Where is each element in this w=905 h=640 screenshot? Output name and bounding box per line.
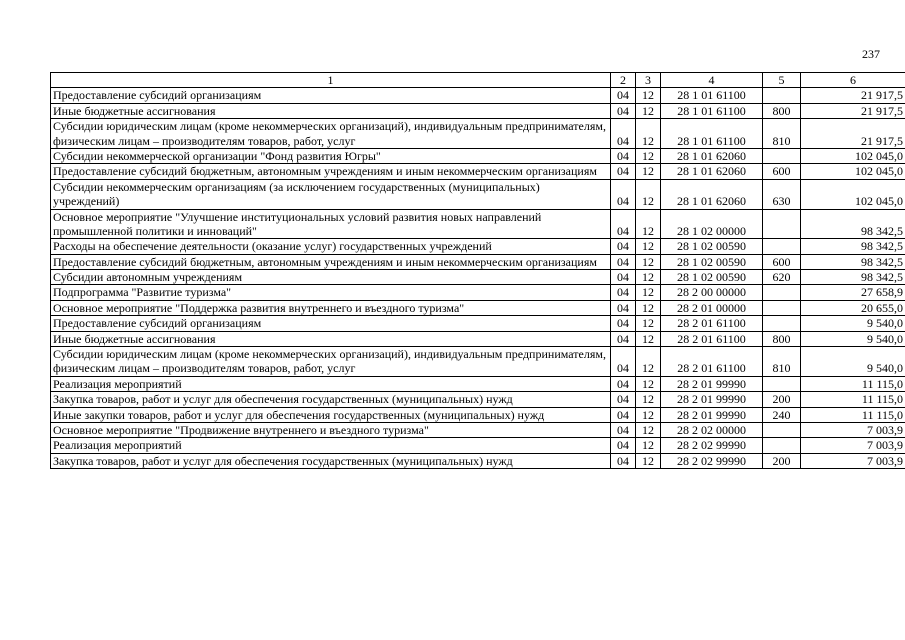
target-article-cell: 28 1 01 62060 xyxy=(661,164,763,179)
table-row xyxy=(51,209,905,239)
amount-cell: 9 540,0 xyxy=(801,316,905,331)
target-article-cell: 28 1 01 61100 xyxy=(661,88,763,103)
expense-name-cell: Иные бюджетные ассигнования xyxy=(51,103,611,118)
target-article-cell: 28 2 02 99990 xyxy=(661,438,763,453)
target-article-cell: 28 2 02 99990 xyxy=(661,453,763,468)
expense-type-cell xyxy=(763,209,801,239)
subsection-code-cell: 12 xyxy=(636,407,661,422)
amount-cell: 7 003,9 xyxy=(801,438,905,453)
header-cell: 6 xyxy=(801,73,905,88)
expense-name-cell: Предоставление субсидий организациям xyxy=(51,316,611,331)
target-article-cell: 28 2 02 00000 xyxy=(661,422,763,437)
target-article-cell: 28 2 01 99990 xyxy=(661,376,763,391)
section-code-cell: 04 xyxy=(611,453,636,468)
target-article-cell: 28 1 01 62060 xyxy=(661,179,763,209)
expense-type-cell xyxy=(763,438,801,453)
subsection-code-cell: 12 xyxy=(636,270,661,285)
section-code-cell: 04 xyxy=(611,392,636,407)
expense-name-cell: Реализация мероприятий xyxy=(51,438,611,453)
header-cell: 4 xyxy=(661,73,763,88)
subsection-code-cell: 12 xyxy=(636,285,661,300)
expense-name-cell: Подпрограмма "Развитие туризма" xyxy=(51,285,611,300)
table-row xyxy=(51,316,905,331)
subsection-code-cell: 12 xyxy=(636,103,661,118)
subsection-code-cell: 12 xyxy=(636,438,661,453)
target-article-cell: 28 2 01 99990 xyxy=(661,407,763,422)
target-article-cell: 28 2 01 99990 xyxy=(661,392,763,407)
subsection-code-cell: 12 xyxy=(636,300,661,315)
page-number: 237 xyxy=(862,47,880,61)
amount-cell: 7 003,9 xyxy=(801,422,905,437)
expense-type-cell xyxy=(763,376,801,391)
table-row xyxy=(51,179,905,209)
target-article-cell: 28 1 02 00590 xyxy=(661,254,763,269)
expense-type-cell: 810 xyxy=(763,347,801,377)
table-row xyxy=(51,239,905,254)
subsection-code-cell: 12 xyxy=(636,209,661,239)
target-article-cell: 28 1 02 00590 xyxy=(661,239,763,254)
expense-name-cell: Предоставление субсидий организациям xyxy=(51,88,611,103)
target-article-cell: 28 1 02 00000 xyxy=(661,209,763,239)
expense-type-cell: 620 xyxy=(763,270,801,285)
amount-cell: 98 342,5 xyxy=(801,270,905,285)
section-code-cell: 04 xyxy=(611,422,636,437)
expense-name-cell: Расходы на обеспечение деятельности (оказание услуг) государственных учреждений xyxy=(51,239,611,254)
table-row xyxy=(51,148,905,163)
section-code-cell: 04 xyxy=(611,331,636,346)
amount-cell: 27 658,9 xyxy=(801,285,905,300)
header-cell: 5 xyxy=(763,73,801,88)
expense-type-cell: 600 xyxy=(763,164,801,179)
table-row xyxy=(51,392,905,407)
table-row xyxy=(51,300,905,315)
table-row xyxy=(51,119,905,149)
target-article-cell: 28 1 01 61100 xyxy=(661,119,763,149)
subsection-code-cell: 12 xyxy=(636,148,661,163)
expense-name-cell: Основное мероприятие "Продвижение внутреннего и въездного туризма" xyxy=(51,422,611,437)
target-article-cell: 28 2 00 00000 xyxy=(661,285,763,300)
section-code-cell: 04 xyxy=(611,119,636,149)
amount-cell: 11 115,0 xyxy=(801,376,905,391)
table-row xyxy=(51,88,905,103)
table-row xyxy=(51,270,905,285)
amount-cell: 21 917,5 xyxy=(801,119,905,149)
amount-cell: 11 115,0 xyxy=(801,392,905,407)
table-row xyxy=(51,347,905,377)
section-code-cell: 04 xyxy=(611,179,636,209)
target-article-cell: 28 2 01 00000 xyxy=(661,300,763,315)
expense-name-cell: Субсидии юридическим лицам (кроме некоммерческих организаций), индивидуальным предпринимателям, физическим лицам – производителям товаров, работ, услуг xyxy=(51,347,611,377)
expense-name-cell: Субсидии автономным учреждениям xyxy=(51,270,611,285)
table-header-row xyxy=(51,73,905,88)
amount-cell: 9 540,0 xyxy=(801,347,905,377)
header-cell: 2 xyxy=(611,73,636,88)
expense-name-cell: Основное мероприятие "Поддержка развития внутреннего и въездного туризма" xyxy=(51,300,611,315)
subsection-code-cell: 12 xyxy=(636,316,661,331)
amount-cell: 9 540,0 xyxy=(801,331,905,346)
amount-cell: 102 045,0 xyxy=(801,164,905,179)
expense-type-cell xyxy=(763,422,801,437)
amount-cell: 98 342,5 xyxy=(801,209,905,239)
header-cell: 1 xyxy=(51,73,611,88)
section-code-cell: 04 xyxy=(611,148,636,163)
section-code-cell: 04 xyxy=(611,103,636,118)
table-row xyxy=(51,453,905,468)
subsection-code-cell: 12 xyxy=(636,88,661,103)
budget-table xyxy=(50,72,905,469)
section-code-cell: 04 xyxy=(611,347,636,377)
section-code-cell: 04 xyxy=(611,376,636,391)
expense-type-cell xyxy=(763,300,801,315)
amount-cell: 11 115,0 xyxy=(801,407,905,422)
expense-name-cell: Субсидии некоммерческим организациям (за исключением государственных (муниципальных) учреждений) xyxy=(51,179,611,209)
expense-type-cell xyxy=(763,285,801,300)
subsection-code-cell: 12 xyxy=(636,164,661,179)
amount-cell: 98 342,5 xyxy=(801,254,905,269)
expense-name-cell: Субсидии юридическим лицам (кроме некоммерческих организаций), индивидуальным предпринимателям, физическим лицам – производителям товаров, работ, услуг xyxy=(51,119,611,149)
subsection-code-cell: 12 xyxy=(636,347,661,377)
expense-type-cell xyxy=(763,88,801,103)
expense-type-cell xyxy=(763,239,801,254)
section-code-cell: 04 xyxy=(611,239,636,254)
table-row xyxy=(51,376,905,391)
table-row xyxy=(51,438,905,453)
expense-type-cell: 600 xyxy=(763,254,801,269)
section-code-cell: 04 xyxy=(611,407,636,422)
subsection-code-cell: 12 xyxy=(636,254,661,269)
expense-name-cell: Реализация мероприятий xyxy=(51,376,611,391)
expense-name-cell: Закупка товаров, работ и услуг для обеспечения государственных (муниципальных) нужд xyxy=(51,453,611,468)
subsection-code-cell: 12 xyxy=(636,119,661,149)
section-code-cell: 04 xyxy=(611,270,636,285)
section-code-cell: 04 xyxy=(611,285,636,300)
target-article-cell: 28 1 02 00590 xyxy=(661,270,763,285)
section-code-cell: 04 xyxy=(611,209,636,239)
table-row xyxy=(51,422,905,437)
expense-name-cell: Иные бюджетные ассигнования xyxy=(51,331,611,346)
table-row xyxy=(51,103,905,118)
expense-type-cell xyxy=(763,148,801,163)
target-article-cell: 28 2 01 61100 xyxy=(661,331,763,346)
section-code-cell: 04 xyxy=(611,300,636,315)
amount-cell: 21 917,5 xyxy=(801,88,905,103)
expense-name-cell: Предоставление субсидий бюджетным, автономным учреждениям и иным некоммерческим организациям xyxy=(51,164,611,179)
expense-type-cell: 240 xyxy=(763,407,801,422)
target-article-cell: 28 1 01 61100 xyxy=(661,103,763,118)
amount-cell: 102 045,0 xyxy=(801,179,905,209)
expense-name-cell: Основное мероприятие "Улучшение институциональных условий развития новых направлений промышленной политики и инноваций" xyxy=(51,209,611,239)
target-article-cell: 28 2 01 61100 xyxy=(661,316,763,331)
amount-cell: 7 003,9 xyxy=(801,453,905,468)
target-article-cell: 28 2 01 61100 xyxy=(661,347,763,377)
section-code-cell: 04 xyxy=(611,438,636,453)
table-row xyxy=(51,164,905,179)
amount-cell: 102 045,0 xyxy=(801,148,905,163)
expense-type-cell xyxy=(763,316,801,331)
subsection-code-cell: 12 xyxy=(636,422,661,437)
amount-cell: 98 342,5 xyxy=(801,239,905,254)
section-code-cell: 04 xyxy=(611,164,636,179)
subsection-code-cell: 12 xyxy=(636,331,661,346)
expense-type-cell: 800 xyxy=(763,103,801,118)
amount-cell: 21 917,5 xyxy=(801,103,905,118)
section-code-cell: 04 xyxy=(611,316,636,331)
subsection-code-cell: 12 xyxy=(636,239,661,254)
expense-type-cell: 800 xyxy=(763,331,801,346)
header-cell: 3 xyxy=(636,73,661,88)
target-article-cell: 28 1 01 62060 xyxy=(661,148,763,163)
expense-type-cell: 810 xyxy=(763,119,801,149)
expense-name-cell: Субсидии некоммерческой организации "Фонд развития Югры" xyxy=(51,148,611,163)
table-row xyxy=(51,254,905,269)
section-code-cell: 04 xyxy=(611,254,636,269)
expense-type-cell: 200 xyxy=(763,392,801,407)
expense-type-cell: 200 xyxy=(763,453,801,468)
subsection-code-cell: 12 xyxy=(636,392,661,407)
table-row xyxy=(51,331,905,346)
expense-name-cell: Предоставление субсидий бюджетным, автономным учреждениям и иным некоммерческим организациям xyxy=(51,254,611,269)
expense-type-cell: 630 xyxy=(763,179,801,209)
table-row xyxy=(51,285,905,300)
section-code-cell: 04 xyxy=(611,88,636,103)
expense-name-cell: Иные закупки товаров, работ и услуг для обеспечения государственных (муниципальных) нужд xyxy=(51,407,611,422)
subsection-code-cell: 12 xyxy=(636,376,661,391)
expense-name-cell: Закупка товаров, работ и услуг для обеспечения государственных (муниципальных) нужд xyxy=(51,392,611,407)
amount-cell: 20 655,0 xyxy=(801,300,905,315)
subsection-code-cell: 12 xyxy=(636,179,661,209)
subsection-code-cell: 12 xyxy=(636,453,661,468)
table-row xyxy=(51,407,905,422)
